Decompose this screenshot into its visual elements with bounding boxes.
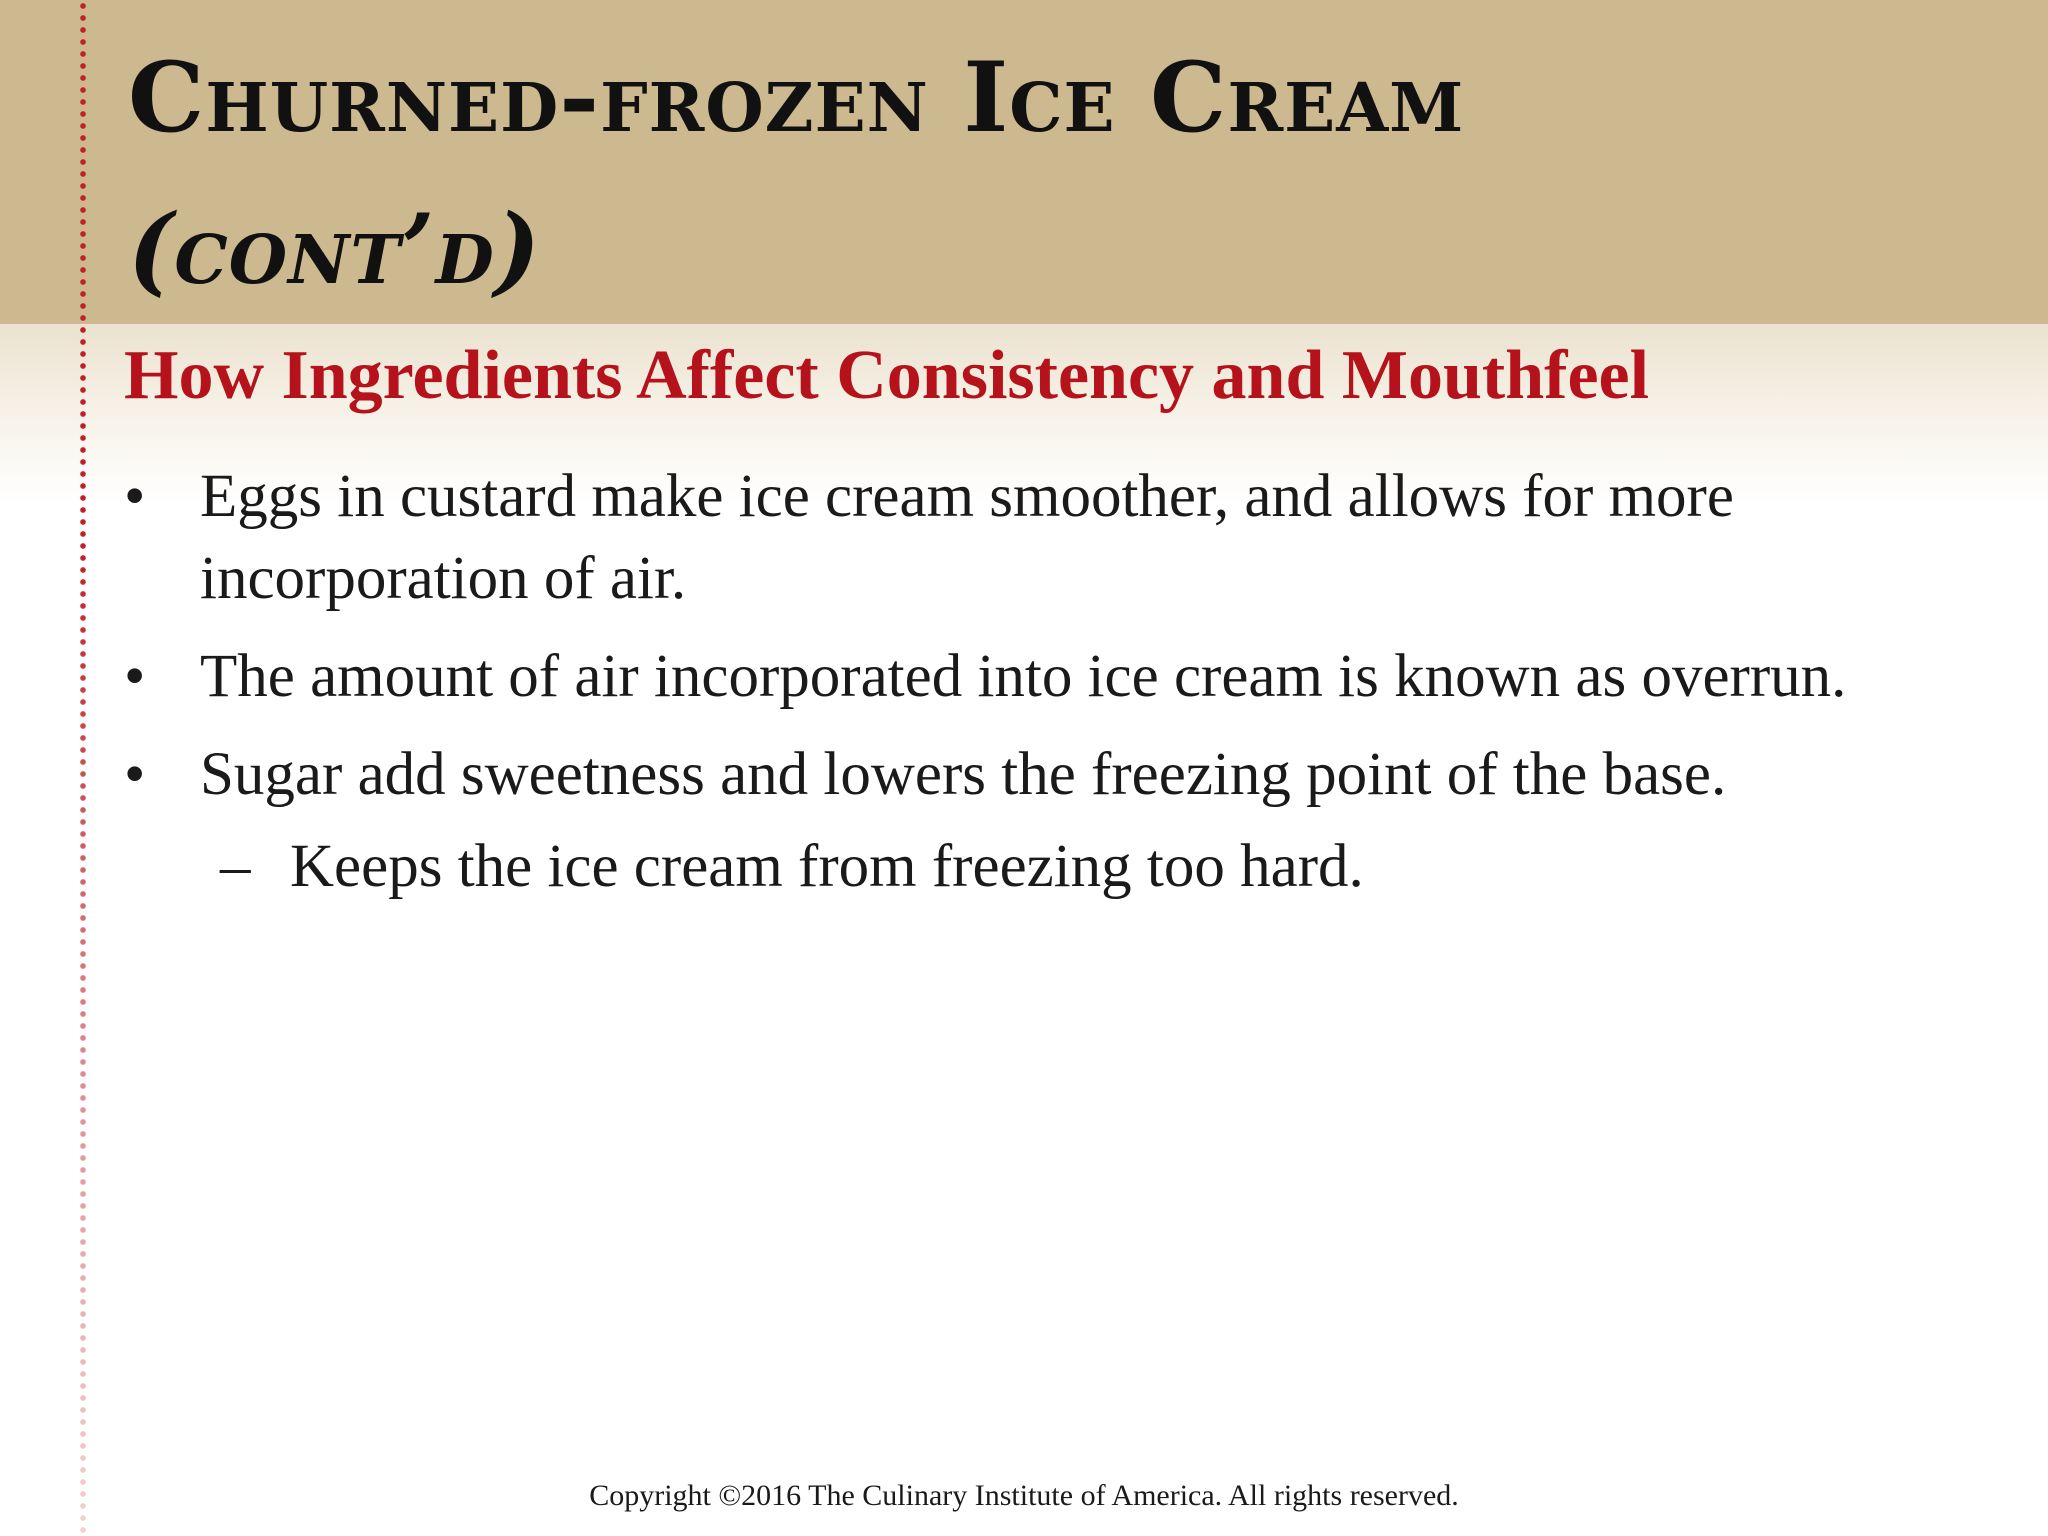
dotted-rule-decoration (79, 0, 87, 1536)
slide-title-line1: Churned-frozen Ice Cream (128, 41, 1465, 154)
bullet-item (120, 636, 1900, 718)
bullet-text: The amount of air incorporated into ice cream is known as overrun. (200, 643, 1847, 710)
bullet-item (120, 456, 1900, 620)
copyright-footer: Copyright ©2016 The Culinary Institute of America. All rights reserved. (589, 1479, 1459, 1512)
sub-bullet-item (120, 826, 1900, 908)
sub-bullet-marker: – (220, 833, 251, 900)
bullet-text: Sugar add sweetness and lowers the freezing point of the base. (200, 741, 1727, 808)
slide-title (128, 22, 2008, 326)
bullet-list (120, 456, 1900, 908)
bullet-marker: • (124, 643, 146, 710)
bullet-item (120, 734, 1900, 816)
bullet-marker: • (124, 463, 146, 530)
bullet-marker: • (124, 741, 146, 808)
slide-title-line2: (cont’d) (128, 193, 542, 306)
bullet-text: Eggs in custard make ice cream smoother, and allows for more incorporation of air. (200, 463, 1734, 612)
slide-subtitle: How Ingredients Affect Consistency and Mouthfeel (124, 337, 1650, 414)
sub-bullet-text: Keeps the ice cream from freezing too hard. (290, 833, 1364, 900)
